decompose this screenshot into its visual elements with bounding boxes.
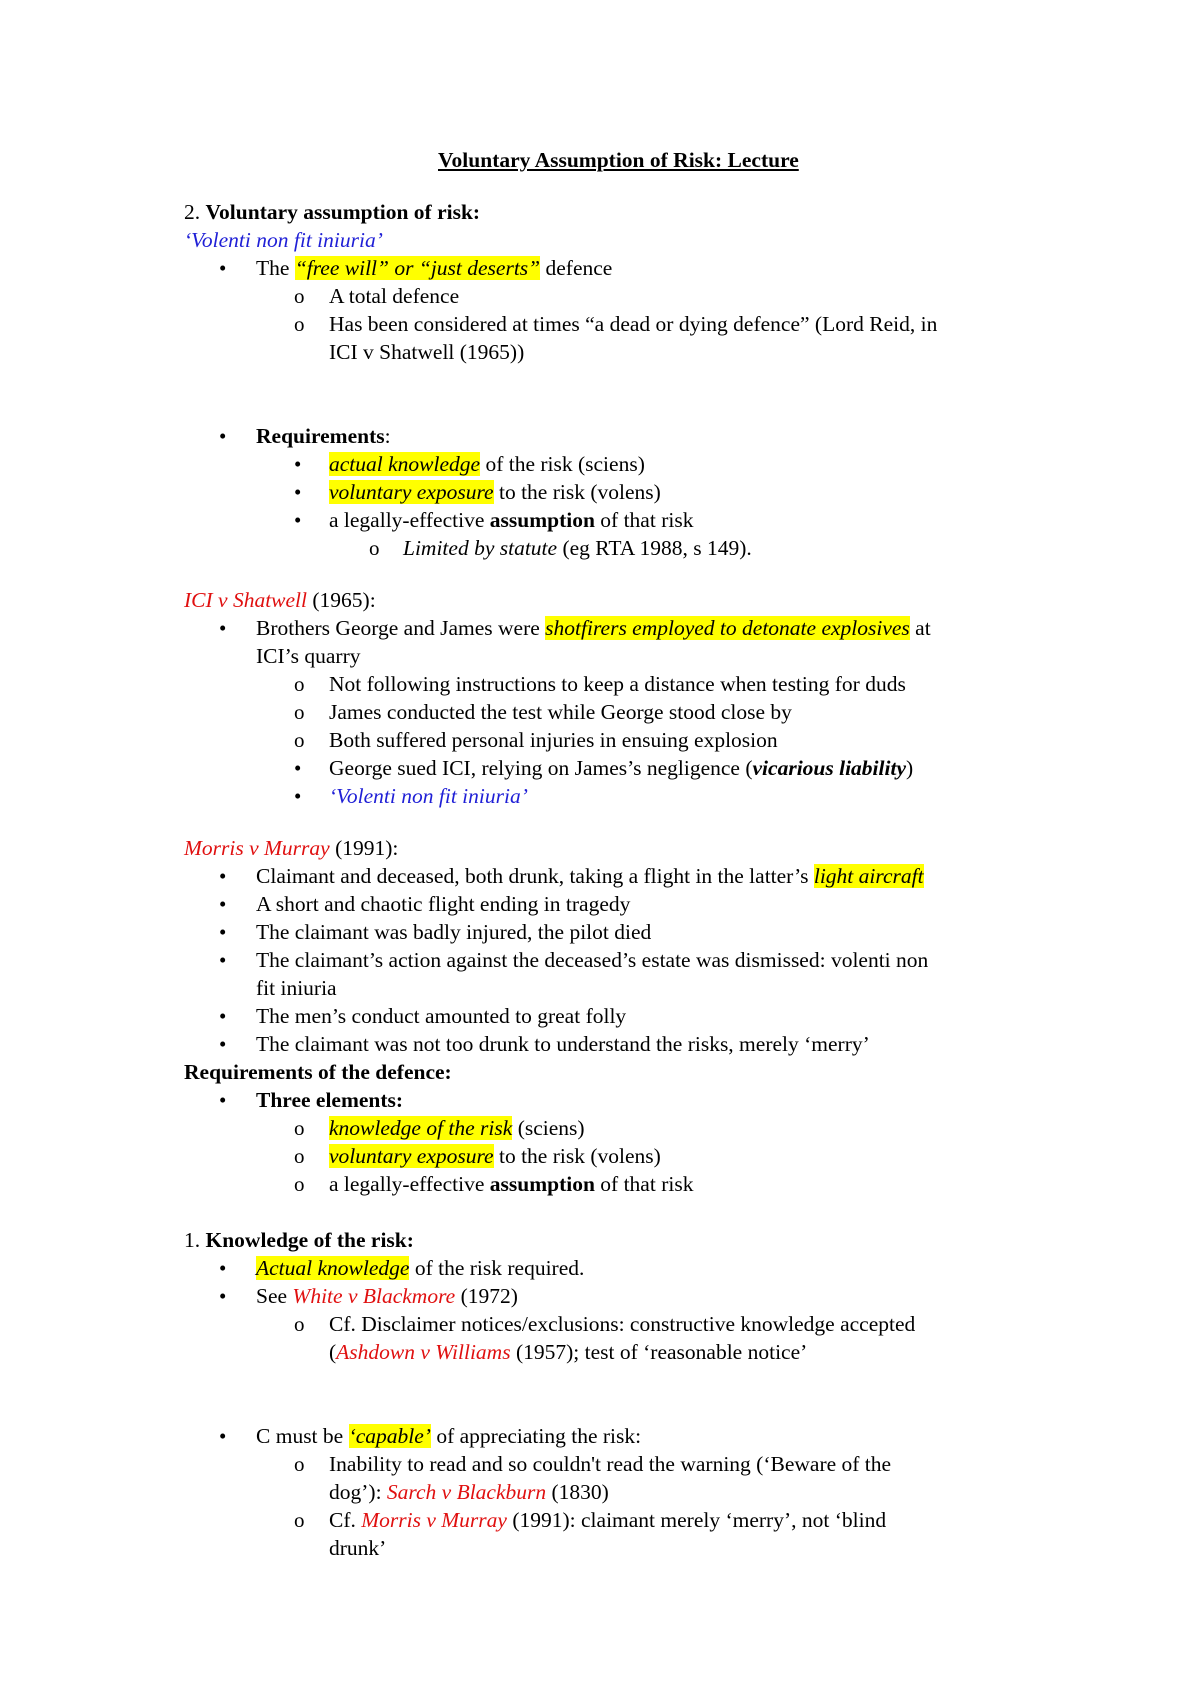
bullet-marker: •	[219, 1032, 227, 1056]
list-item-cont: ICI’s quarry	[256, 644, 361, 668]
list-item: A short and chaotic flight ending in tragedy	[256, 892, 631, 916]
sub-marker: o	[294, 728, 305, 752]
bullet-marker: •	[219, 1004, 227, 1028]
case-heading: Morris v Murray (1991):	[184, 836, 399, 860]
bullet-marker: •	[219, 616, 227, 640]
list-item-cont: (Ashdown v Williams (1957); test of ‘reasonable notice’	[329, 1340, 808, 1364]
list-item: Not following instructions to keep a distance when testing for duds	[329, 672, 906, 696]
sub-marker: o	[294, 1116, 305, 1140]
list-item: The claimant’s action against the deceased’s estate was dismissed: volenti non	[256, 948, 929, 972]
bullet-marker: •	[219, 1284, 227, 1308]
list-item: Cf. Disclaimer notices/exclusions: constructive knowledge accepted	[329, 1312, 916, 1336]
sub-marker: o	[294, 672, 305, 696]
list-item: James conducted the test while George stood close by	[329, 700, 792, 724]
list-item: George sued ICI, relying on James’s negligence (vicarious liability)	[329, 756, 914, 780]
sub-marker: o	[294, 1452, 305, 1476]
requirements-heading: Requirements:	[256, 424, 391, 448]
case-heading: ICI v Shatwell (1965):	[184, 588, 376, 612]
bullet-marker: •	[294, 452, 302, 476]
list-item-cont: drunk’	[329, 1536, 387, 1560]
list-item: Has been considered at times “a dead or dying defence” (Lord Reid, in	[329, 312, 938, 336]
bullet-marker: •	[294, 756, 302, 780]
sub-marker: o	[369, 536, 380, 560]
sub-marker: o	[294, 284, 305, 308]
section-heading: 1. Knowledge of the risk:	[184, 1228, 414, 1252]
list-item: The “free will” or “just deserts” defence	[256, 256, 613, 280]
bullet-marker: •	[219, 864, 227, 888]
list-item: voluntary exposure to the risk (volens)	[329, 1144, 661, 1168]
list-item: See White v Blackmore (1972)	[256, 1284, 518, 1308]
list-item: The men’s conduct amounted to great folly	[256, 1004, 627, 1028]
list-item: Limited by statute (eg RTA 1988, s 149).	[403, 536, 752, 560]
list-item: Inability to read and so couldn't read the warning (‘Beware of the	[329, 1452, 892, 1476]
page-title: Voluntary Assumption of Risk: Lecture	[438, 148, 799, 172]
bullet-marker: •	[294, 784, 302, 808]
list-item: Both suffered personal injuries in ensuing explosion	[329, 728, 778, 752]
bullet-marker: •	[219, 892, 227, 916]
section-heading: Requirements of the defence:	[184, 1060, 452, 1084]
list-item: Brothers George and James were shotfirers employed to detonate explosives at	[256, 616, 931, 640]
sub-marker: o	[294, 700, 305, 724]
sub-marker: o	[294, 1312, 305, 1336]
list-item: C must be ‘capable’ of appreciating the risk:	[256, 1424, 642, 1448]
bullet-marker: •	[219, 256, 227, 280]
bullet-marker: •	[294, 480, 302, 504]
list-item-cont: fit iniuria	[256, 976, 337, 1000]
list-item: actual knowledge of the risk (sciens)	[329, 452, 645, 476]
sub-marker: o	[294, 1144, 305, 1168]
list-item-cont: ICI v Shatwell (1965))	[329, 340, 525, 364]
maxim-text: ‘Volenti non fit iniuria’	[184, 228, 383, 252]
bullet-marker: •	[294, 508, 302, 532]
sub-marker: o	[294, 1508, 305, 1532]
list-item: voluntary exposure to the risk (volens)	[329, 480, 661, 504]
list-item: Actual knowledge of the risk required.	[256, 1256, 585, 1280]
list-item: The claimant was badly injured, the pilot died	[256, 920, 652, 944]
bullet-marker: •	[219, 1424, 227, 1448]
bullet-marker: •	[219, 920, 227, 944]
list-item: Claimant and deceased, both drunk, taking a flight in the latter’s light aircraft	[256, 864, 924, 888]
bullet-marker: •	[219, 1256, 227, 1280]
list-item: a legally-effective assumption of that risk	[329, 508, 694, 532]
list-item: ‘Volenti non fit iniuria’	[329, 784, 528, 808]
list-item: knowledge of the risk (sciens)	[329, 1116, 585, 1140]
bullet-marker: •	[219, 948, 227, 972]
list-item: A total defence	[329, 284, 460, 308]
bullet-marker: •	[219, 1088, 227, 1112]
section-heading: 2. Voluntary assumption of risk:	[184, 200, 481, 224]
list-item-cont: dog’): Sarch v Blackburn (1830)	[329, 1480, 609, 1504]
list-item: Cf. Morris v Murray (1991): claimant merely ‘merry’, not ‘blind	[329, 1508, 887, 1532]
list-item: The claimant was not too drunk to understand the risks, merely ‘merry’	[256, 1032, 870, 1056]
list-item: Three elements:	[256, 1088, 404, 1112]
bullet-marker: •	[219, 424, 227, 448]
sub-marker: o	[294, 1172, 305, 1196]
sub-marker: o	[294, 312, 305, 336]
list-item: a legally-effective assumption of that risk	[329, 1172, 694, 1196]
